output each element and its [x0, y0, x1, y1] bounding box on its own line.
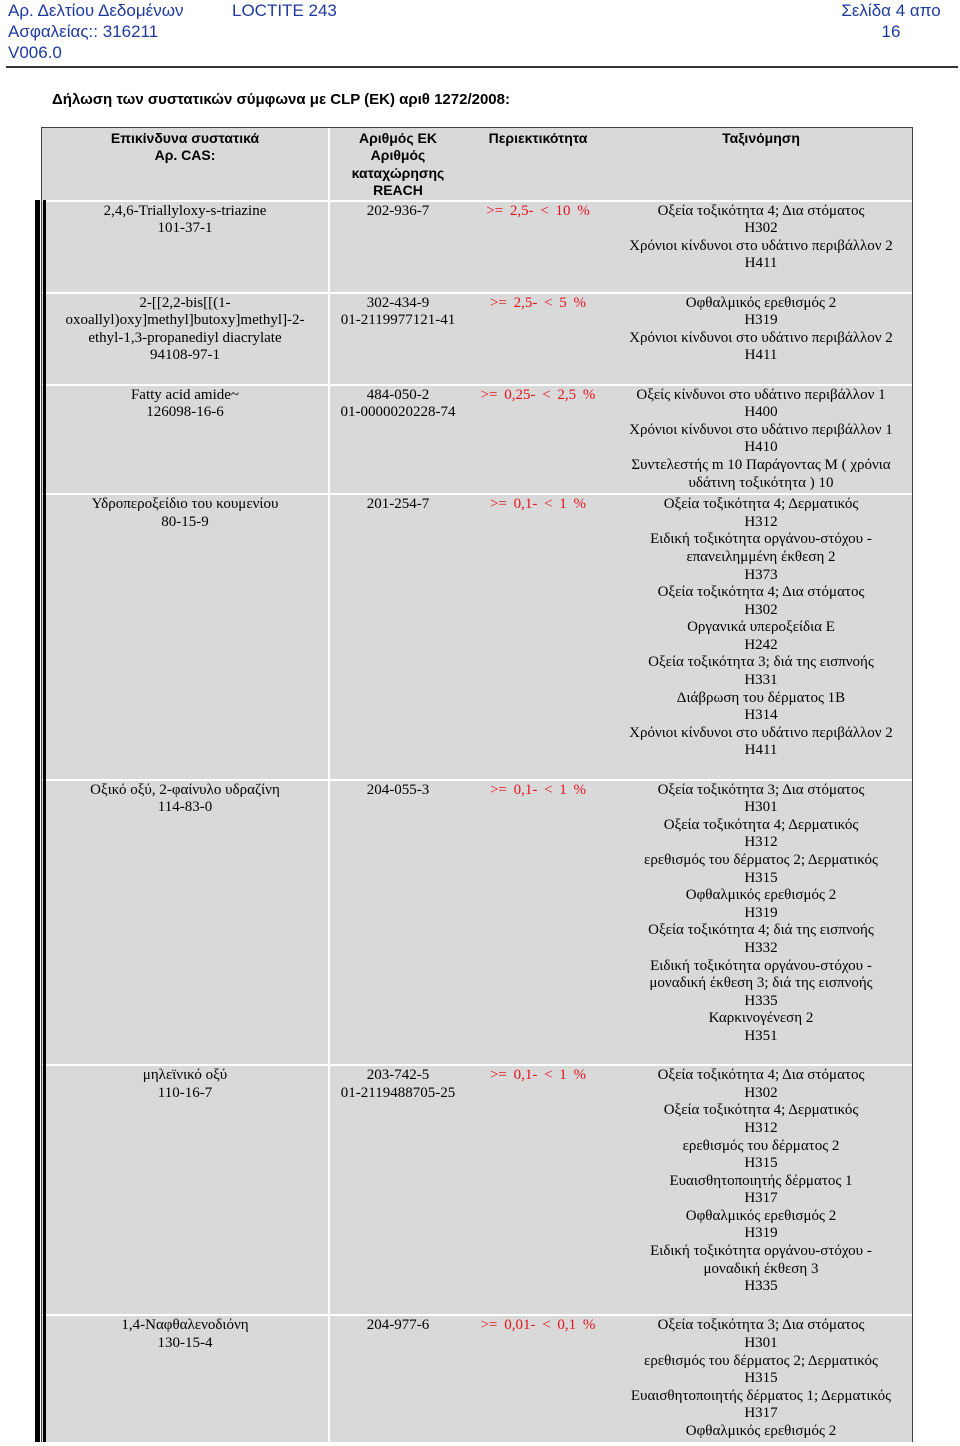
concentration-cell — [466, 1067, 610, 1296]
hazard-statement-code: H301 — [744, 799, 778, 816]
table-row — [42, 386, 912, 494]
hazard-statement-code: H242 — [744, 636, 778, 653]
hazard-class: μοναδική έκθεση 3 — [703, 1260, 819, 1277]
cas-number: 101-37-1 — [157, 220, 213, 237]
ec-number: 204-055-3 — [366, 781, 430, 798]
table-row — [42, 1066, 912, 1314]
hazard-class: Διάβρωση του δέρματος 1B — [676, 689, 846, 706]
substance-name: Υδροπεροξείδιο του κουμενίου — [91, 496, 279, 513]
page-number-label: Σελίδα 4 απο — [841, 1, 941, 20]
hazard-statement-code: H335 — [744, 992, 778, 1009]
hazard-statement-code: H315 — [744, 1155, 778, 1172]
hazard-statement-code: H312 — [744, 513, 778, 530]
cas-number: 94108-97-1 — [150, 347, 220, 364]
hazard-statement-code: H302 — [744, 601, 778, 618]
ec-number: 204-977-6 — [366, 1317, 430, 1334]
hazard-class: Οφθαλμικός ερεθισμός 2 — [685, 1423, 837, 1439]
hazard-class: Ειδική τοξικότητα οργάνου-στόχου - — [650, 531, 872, 548]
concentration-cell — [466, 782, 610, 1046]
substance-name: 1,4-Ναφθαλενοδιόνη — [121, 1317, 249, 1334]
column-header-label: Περιεκτικότητα — [488, 130, 588, 146]
classification-cell — [610, 203, 912, 273]
ec-reach-cell — [330, 496, 466, 760]
concentration-cell — [466, 496, 610, 760]
hazard-statement-code: H312 — [744, 1119, 778, 1136]
ec-number: 484-050-2 — [366, 386, 430, 403]
column-header-ec-reach — [330, 130, 466, 200]
hazard-class: μοναδική έκθεση 3; διά της εισπνοής — [649, 975, 873, 992]
substance-details — [330, 386, 912, 494]
hazard-class: Ειδική τοξικότητα οργάνου-στόχου - — [650, 957, 872, 974]
ec-reach-cell — [330, 782, 466, 1046]
hazard-statement-code: H411 — [744, 255, 778, 272]
substance-name: ethyl-1,3-propanediyl diacrylate — [88, 329, 282, 346]
hazard-statement-code: H319 — [744, 312, 778, 329]
substance-cell — [42, 1316, 328, 1441]
hazard-class: Οφθαλμικός ερεθισμός 2 — [685, 294, 837, 311]
concentration-range: >= 2,5- < 5 % — [489, 294, 587, 311]
substance-details — [330, 1316, 912, 1441]
concentration-range: >= 0,1- < 1 % — [489, 496, 587, 513]
substance-cell — [42, 495, 328, 779]
substance-cell — [42, 386, 328, 494]
hazard-statement-code: H319 — [744, 1225, 778, 1242]
revision-bar — [35, 200, 40, 1442]
substance-name: oxoallyl)oxy]methyl]butoxy]methyl]-2- — [65, 312, 305, 329]
table-body — [42, 202, 912, 1442]
table-row — [42, 1316, 912, 1441]
ec-number: 202-936-7 — [366, 202, 430, 219]
reach-registration-number: 01-0000020228-74 — [340, 404, 456, 421]
hazard-statement-code: H373 — [744, 566, 778, 583]
substance-details — [330, 1066, 912, 1314]
table-row — [42, 294, 912, 384]
substance-name: 2,4,6-Triallyloxy-s-triazine — [103, 202, 267, 219]
classification-cell — [610, 387, 912, 493]
hazard-statement-code: H351 — [744, 1027, 778, 1044]
ec-number: 203-742-5 — [366, 1067, 430, 1084]
hazard-class: Οξεία τοξικότητα 4; διά της εισπνοής — [648, 922, 874, 939]
concentration-range: >= 0,01- < 0,1 % — [480, 1317, 596, 1334]
concentration-cell — [466, 387, 610, 493]
ec-reach-cell — [330, 387, 466, 493]
substance-name: Fatty acid amide~ — [130, 386, 240, 403]
sds-number-value: Ασφαλείας:: 316211 — [8, 22, 159, 41]
concentration-cell — [466, 295, 610, 365]
classification-cell — [610, 782, 912, 1046]
substance-name: μηλεϊνικό οξύ — [142, 1067, 228, 1084]
hazard-class: Ευαισθητοποιητής δέρματος 1; Δερματικός — [630, 1387, 892, 1404]
classification-cell — [610, 1317, 912, 1440]
hazard-class: επανειλημμένη έκθεση 2 — [686, 548, 836, 565]
column-header-label: REACH — [373, 182, 423, 199]
hazard-class: Οξεία τοξικότητα 3; διά της εισπνοής — [648, 654, 874, 671]
concentration-range: >= 0,1- < 1 % — [489, 1067, 587, 1084]
hazard-class: ερεθισμός του δέρματος 2; Δερματικός — [644, 1352, 878, 1369]
substance-details — [330, 202, 912, 292]
column-headers-details — [330, 128, 912, 200]
table-row — [42, 202, 912, 292]
substance-details — [330, 495, 912, 779]
hazard-statement-code: H302 — [744, 220, 778, 237]
column-header-label: Ταξινόμηση — [722, 130, 800, 146]
hazard-statement-code: H302 — [744, 1084, 778, 1101]
hazard-statement-code: H411 — [744, 347, 778, 364]
revision-bar — [43, 200, 46, 1442]
hazard-class: Χρόνιοι κίνδυνοι στο υδάτινο περιβάλλον 2 — [629, 237, 893, 254]
header-divider — [6, 66, 958, 68]
column-header-substance — [42, 128, 328, 200]
hazard-statement-code: H319 — [744, 904, 778, 921]
hazard-class: Ειδική τοξικότητα οργάνου-στόχου - — [650, 1243, 872, 1260]
hazard-class: Χρόνιοι κίνδυνοι στο υδάτινο περιβάλλον 2 — [629, 724, 893, 741]
ec-reach-cell — [330, 1067, 466, 1296]
substance-name: 2-[[2,2-bis[[(1- — [139, 294, 231, 311]
hazard-statement-code: H331 — [744, 672, 778, 689]
hazard-class: Οξεία τοξικότητα 4; Δια στόματος — [657, 1067, 865, 1084]
cas-number: 114-83-0 — [157, 799, 213, 816]
table-header-row — [42, 128, 912, 200]
hazard-statement-code: H335 — [744, 1278, 778, 1295]
hazard-class: Οξεία τοξικότητα 4; Δια στόματος — [657, 202, 865, 219]
substance-details — [330, 781, 912, 1065]
substance-name: Οξικό οξύ, 2-φαίνυλο υδραζίνη — [90, 781, 280, 798]
ec-number: 201-254-7 — [366, 496, 430, 513]
column-header-classification — [610, 130, 912, 200]
hazard-statement-code: H314 — [744, 707, 778, 724]
table-row — [42, 495, 912, 779]
cas-number: 126098-16-6 — [146, 404, 224, 421]
page-total: 16 — [881, 22, 901, 41]
hazard-class: Καρκινογένεση 2 — [708, 1010, 814, 1027]
cas-number: 80-15-9 — [161, 513, 209, 530]
concentration-cell — [466, 1317, 610, 1440]
hazard-statement-code: H400 — [744, 404, 778, 421]
concentration-range: >= 2,5- < 10 % — [486, 202, 590, 219]
substance-cell — [42, 294, 328, 384]
hazard-class: Οξεία τοξικότητα 3; Δια στόματος — [657, 1317, 865, 1334]
hazard-class: υδάτινη τοξικότητα ) 10 — [688, 474, 834, 491]
concentration-range: >= 0,25- < 2,5 % — [480, 386, 596, 403]
hazard-class: Χρόνιοι κίνδυνοι στο υδάτινο περιβάλλον 2 — [629, 329, 893, 346]
ec-reach-cell — [330, 1317, 466, 1440]
hazard-class: Χρόνιοι κίνδυνοι στο υδάτινο περιβάλλον 1 — [629, 421, 893, 438]
hazard-statement-code: H410 — [744, 439, 778, 456]
column-header-label: καταχώρησης — [351, 164, 445, 181]
concentration-range: >= 0,1- < 1 % — [489, 781, 587, 798]
column-header-label: Αριθμός ΕΚ — [359, 130, 437, 146]
hazard-class: Οφθαλμικός ερεθισμός 2 — [685, 887, 837, 904]
classification-cell — [610, 1067, 912, 1296]
substance-details — [330, 294, 912, 384]
hazard-class: Οξεία τοξικότητα 4; Δερματικός — [663, 816, 859, 833]
classification-cell — [610, 295, 912, 365]
hazard-class: ερεθισμός του δέρματος 2; Δερματικός — [644, 852, 878, 868]
classification-cell — [610, 496, 912, 760]
hazard-class: Οξεία τοξικότητα 3; Δια στόματος — [657, 781, 865, 798]
hazard-statement-code: H315 — [744, 869, 778, 886]
hazard-class: Οξείς κίνδυνοι στο υδάτινο περιβάλλον 1 — [636, 386, 886, 403]
cas-number: 130-15-4 — [157, 1335, 213, 1352]
hazard-statement-code: H411 — [744, 742, 778, 759]
section-title: Δήλωση των συστατικών σύμφωνα με CLP (ΕΚ) αριθ 1272/2008: — [52, 91, 510, 108]
substance-cell — [42, 781, 328, 1065]
hazard-statement-code: H317 — [744, 1405, 778, 1422]
product-name: LOCTITE 243 — [232, 1, 337, 20]
cas-number: 110-16-7 — [157, 1084, 213, 1101]
table-row — [42, 781, 912, 1065]
column-header-label: Αρ. CAS: — [154, 147, 216, 164]
ec-reach-cell — [330, 203, 466, 273]
reach-registration-number: 01-2119488705-25 — [340, 1084, 456, 1101]
ec-number: 302-434-9 — [366, 294, 430, 311]
hazard-statement-code: H312 — [744, 834, 778, 851]
hazard-class: ερεθισμός του δέρματος 2 — [682, 1137, 840, 1154]
column-header-label: Αριθμός — [370, 147, 426, 164]
hazard-class: Ευαισθητοποιητής δέρματος 1 — [669, 1172, 853, 1189]
hazard-class: Οξεία τοξικότητα 4; Δερματικός — [663, 496, 859, 513]
hazard-statement-code: H301 — [744, 1335, 778, 1352]
concentration-cell — [466, 203, 610, 273]
hazard-class: Οργανικά υπεροξείδια E — [687, 619, 835, 636]
column-header-concentration — [466, 130, 610, 200]
hazard-statement-code: H317 — [744, 1190, 778, 1207]
hazard-statement-code: H315 — [744, 1370, 778, 1387]
hazard-statement-code: H332 — [744, 939, 778, 956]
hazard-class: Συντελεστής m 10 Παράγοντας M ( χρόνια — [631, 456, 891, 473]
hazard-class: Οφθαλμικός ερεθισμός 2 — [685, 1207, 837, 1224]
column-header-label: Επικίνδυνα συστατικά — [110, 130, 260, 146]
substance-cell — [42, 1066, 328, 1314]
substance-cell — [42, 202, 328, 292]
hazard-class: Οξεία τοξικότητα 4; Δερματικός — [663, 1102, 859, 1119]
hazardous-ingredients-table — [41, 127, 913, 1442]
hazard-class: Οξεία τοξικότητα 4; Δια στόματος — [657, 584, 865, 601]
document-version: V006.0 — [8, 43, 62, 62]
reach-registration-number: 01-2119977121-41 — [340, 312, 456, 329]
ec-reach-cell — [330, 295, 466, 365]
sds-number-label: Αρ. Δελτίου Δεδομένων — [8, 1, 184, 20]
